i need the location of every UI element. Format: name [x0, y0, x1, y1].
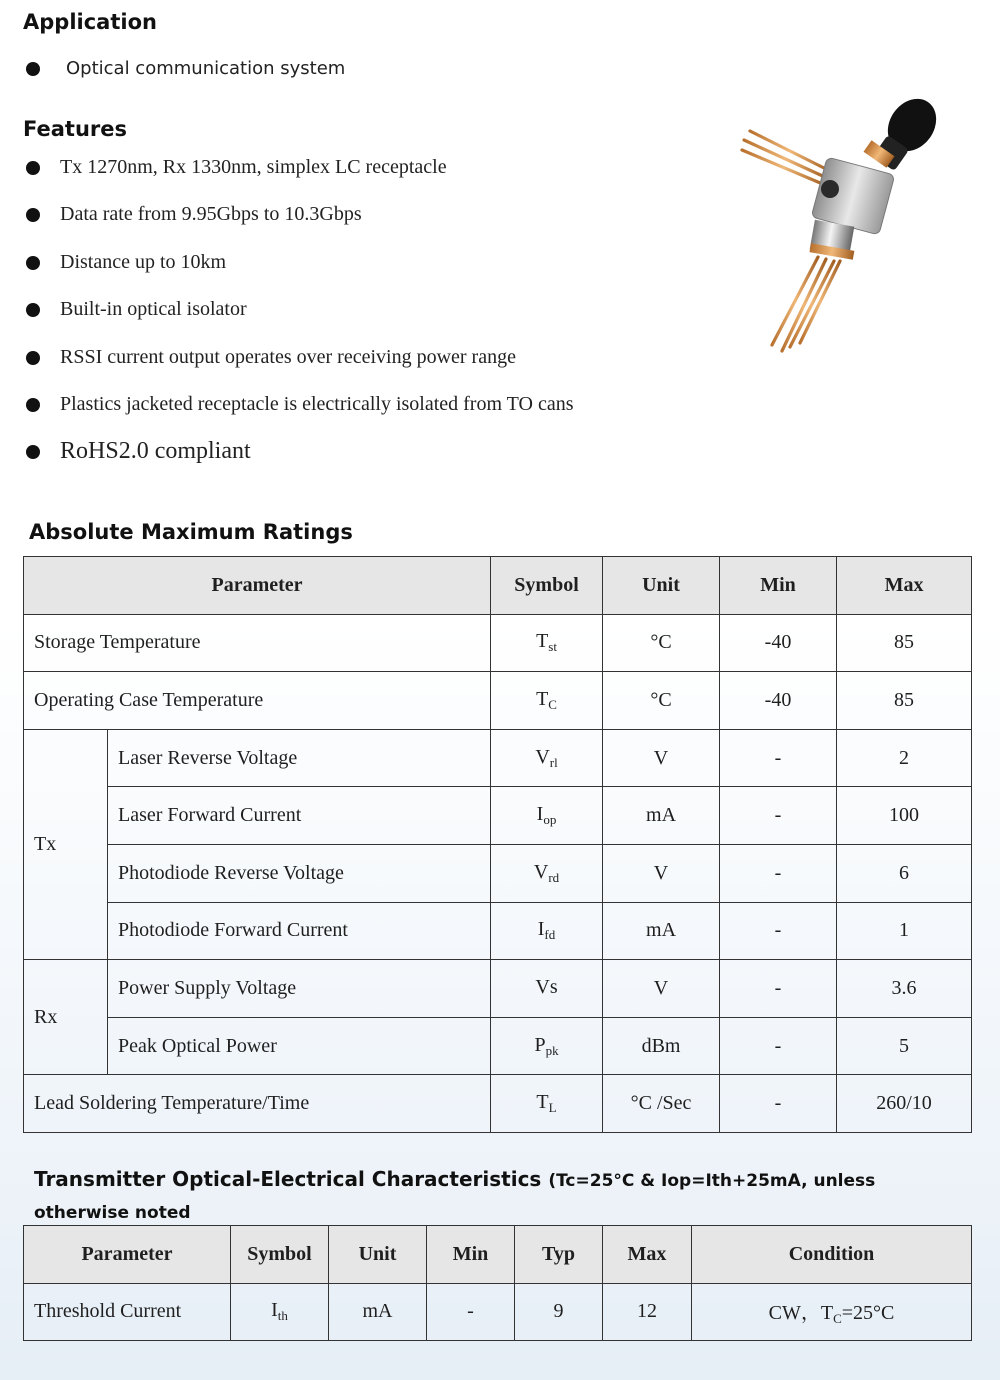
symbol-cell: $T_C$	[491, 672, 603, 730]
unit-cell: mA	[603, 787, 720, 845]
unit-cell: V	[603, 844, 720, 902]
max-cell: 5	[837, 1017, 972, 1075]
symbol-cell: $I_{fd}$	[491, 902, 603, 960]
table-header-row	[24, 1226, 972, 1284]
feature-item	[26, 251, 226, 274]
bullet-icon	[26, 256, 40, 270]
feature-item	[26, 298, 247, 321]
col-header-unit: Unit	[329, 1226, 427, 1284]
toe-heading-title: Transmitter Optical-Electrical Characteristics	[34, 1167, 542, 1191]
min-cell: -40	[720, 672, 837, 730]
toe-heading-note: (Tc=25°C & Iop=Ith+25mA, unless	[548, 1171, 876, 1191]
symbol-cell: $P_{pk}$	[491, 1017, 603, 1075]
col-header-max: Max	[837, 557, 972, 615]
unit-cell: °C	[603, 672, 720, 730]
condition-cell: CW，$T_C=25^\circ C$	[692, 1283, 972, 1341]
feature-item-text: RoHS2.0 compliant	[60, 438, 251, 464]
unit-cell: mA	[329, 1283, 427, 1341]
min-cell: -	[720, 1017, 837, 1075]
param-cell: Storage Temperature	[24, 614, 491, 672]
param-cell: Laser Forward Current	[108, 787, 491, 845]
amr-heading: Absolute Maximum Ratings	[29, 520, 353, 544]
feature-item-text: Plastics jacketed receptacle is electrically isolated from TO cans	[60, 393, 574, 415]
max-cell: 1	[837, 902, 972, 960]
max-cell: 85	[837, 672, 972, 730]
max-cell: 6	[837, 844, 972, 902]
feature-item-text: Distance up to 10km	[60, 251, 227, 273]
group-cell-tx: Tx	[24, 729, 108, 959]
min-cell: -	[427, 1283, 515, 1341]
feature-item-text: Built-in optical isolator	[60, 298, 247, 320]
min-cell: -	[720, 787, 837, 845]
feature-item	[26, 156, 447, 179]
bullet-icon	[26, 351, 40, 365]
table-row	[24, 844, 972, 902]
feature-item	[26, 203, 362, 226]
col-header-min: Min	[427, 1226, 515, 1284]
max-cell: 3.6	[837, 960, 972, 1018]
bullet-icon	[26, 208, 40, 222]
unit-cell: °C	[603, 614, 720, 672]
unit-cell: V	[603, 729, 720, 787]
bullet-icon	[26, 445, 40, 459]
feature-item-text: Data rate from 9.95Gbps to 10.3Gbps	[60, 203, 362, 225]
param-cell: Peak Optical Power	[108, 1017, 491, 1075]
min-cell: -	[720, 902, 837, 960]
application-item	[26, 58, 345, 79]
table-row	[24, 902, 972, 960]
min-cell: -	[720, 960, 837, 1018]
group-cell-rx: Rx	[24, 960, 108, 1075]
feature-item-text: RSSI current output operates over receiving power range	[60, 346, 516, 368]
feature-item	[26, 438, 251, 465]
table-row	[24, 1075, 972, 1133]
param-cell: Power Supply Voltage	[108, 960, 491, 1018]
table-row	[24, 960, 972, 1018]
col-header-max: Max	[603, 1226, 692, 1284]
min-cell: -	[720, 1075, 837, 1133]
symbol-cell: $I_{th}$	[231, 1283, 329, 1341]
symbol-cell: $V_{rl}$	[491, 729, 603, 787]
application-heading: Application	[23, 10, 157, 34]
max-cell: 260/10	[837, 1075, 972, 1133]
feature-item	[26, 346, 516, 369]
symbol-cell: $I_{op}$	[491, 787, 603, 845]
symbol-cell: $V_{rd}$	[491, 844, 603, 902]
table-row	[24, 1283, 972, 1341]
symbol-cell: $T_L$	[491, 1075, 603, 1133]
application-item-text: Optical communication system	[66, 58, 346, 79]
product-photo	[730, 95, 950, 365]
min-cell: -	[720, 844, 837, 902]
table-row	[24, 787, 972, 845]
param-cell: Laser Reverse Voltage	[108, 729, 491, 787]
table-row	[24, 614, 972, 672]
max-cell: 85	[837, 614, 972, 672]
param-cell: Photodiode Reverse Voltage	[108, 844, 491, 902]
col-header-min: Min	[720, 557, 837, 615]
symbol-cell: Vs	[491, 960, 603, 1018]
table-row	[24, 729, 972, 787]
max-cell: 12	[603, 1283, 692, 1341]
max-cell: 2	[837, 729, 972, 787]
bullet-icon	[26, 161, 40, 175]
min-cell: -40	[720, 614, 837, 672]
col-header-typ: Typ	[515, 1226, 603, 1284]
unit-cell: °C /Sec	[603, 1075, 720, 1133]
toe-heading-note-cont: otherwise noted	[34, 1203, 191, 1223]
feature-item-text: Tx 1270nm, Rx 1330nm, simplex LC receptacle	[60, 156, 447, 178]
col-header-condition: Condition	[692, 1226, 972, 1284]
param-cell: Threshold Current	[24, 1283, 231, 1341]
bullet-icon	[26, 398, 40, 412]
col-header-symbol: Symbol	[491, 557, 603, 615]
absolute-maximum-ratings-table	[23, 556, 972, 1133]
param-cell: Photodiode Forward Current	[108, 902, 491, 960]
symbol-cell: $T_{st}$	[491, 614, 603, 672]
toe-heading	[34, 1164, 954, 1228]
param-cell: Lead Soldering Temperature/Time	[24, 1075, 491, 1133]
feature-item	[26, 393, 574, 416]
unit-cell: mA	[603, 902, 720, 960]
typ-cell: 9	[515, 1283, 603, 1341]
col-header-parameter: Parameter	[24, 557, 491, 615]
unit-cell: dBm	[603, 1017, 720, 1075]
table-row	[24, 1017, 972, 1075]
transmitter-characteristics-table	[23, 1225, 972, 1341]
bullet-icon	[26, 62, 40, 76]
table-header-row	[24, 557, 972, 615]
col-header-unit: Unit	[603, 557, 720, 615]
table-row	[24, 672, 972, 730]
min-cell: -	[720, 729, 837, 787]
col-header-symbol: Symbol	[231, 1226, 329, 1284]
param-cell: Operating Case Temperature	[24, 672, 491, 730]
features-heading: Features	[23, 117, 127, 141]
unit-cell: V	[603, 960, 720, 1018]
bullet-icon	[26, 303, 40, 317]
col-header-parameter: Parameter	[24, 1226, 231, 1284]
max-cell: 100	[837, 787, 972, 845]
